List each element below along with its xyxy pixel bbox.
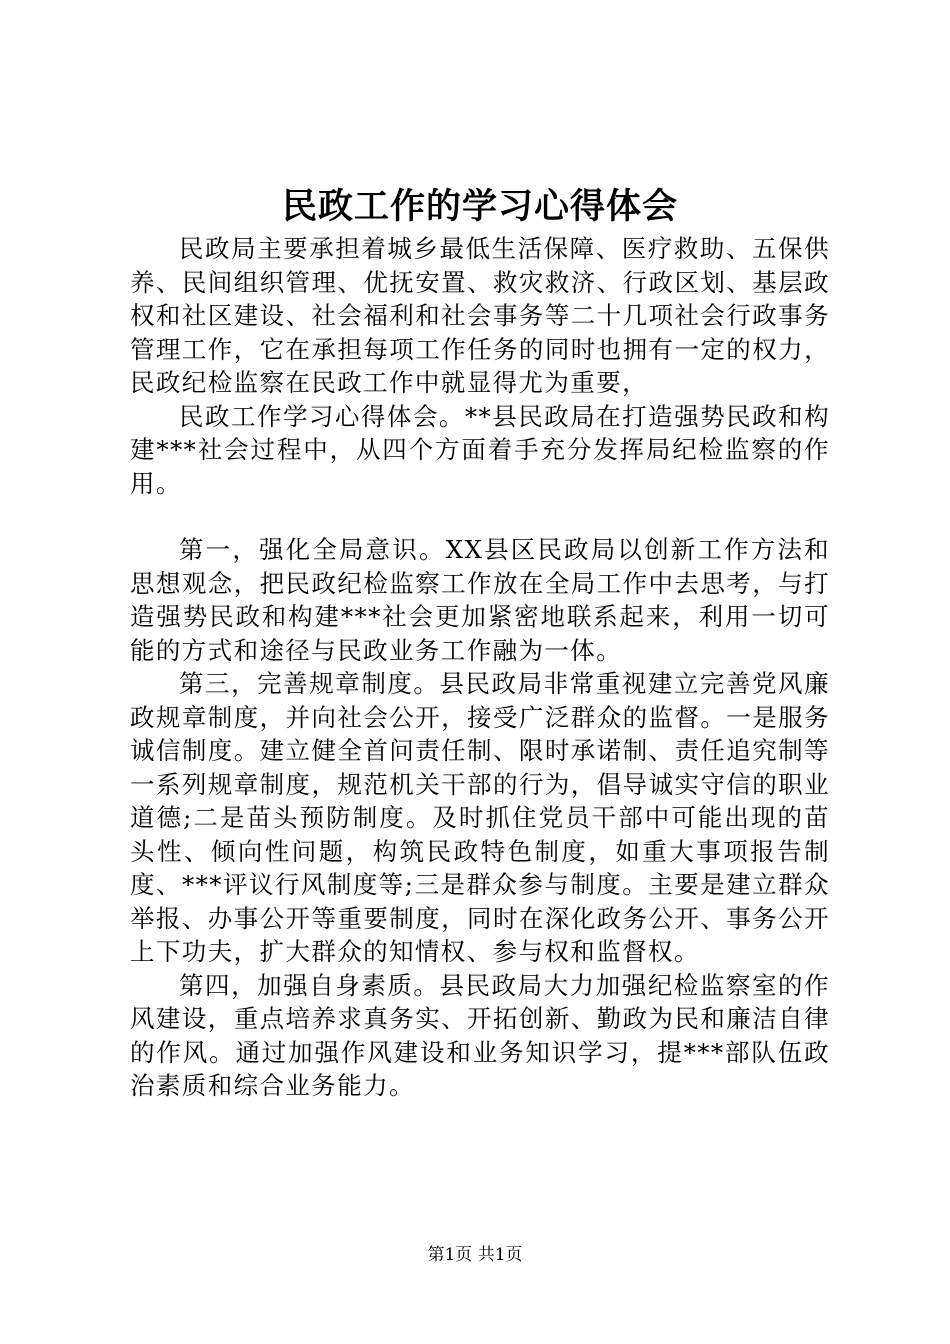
paragraph-third: 第三，完善规章制度。县民政局非常重视建立完善党风廉政规章制度，并向社会公开，接受广泛群众的监督。一是服务诚信制度。建立健全首问责任制、限时承诺制、责任追究制等一系列规章制度，规范机关干部的行为，倡导诚实守信的职业道德;二是苗头预防制度。及时抓住党员干部中可能出现的苗头性、倾向性问题，构筑民政特色制度，如重大事项报告制度、***评议行风制度等;三是群众参与制度。主要是建立群众举报、办事公开等重要制度，同时在深化政务公开、事务公开上下功夫，扩大群众的知情权、参与权和监督权。 [130,669,830,966]
paragraph-intro: 民政局主要承担着城乡最低生活保障、医疗救助、五保供养、民间组织管理、优抚安置、救灾救济、行政区划、基层政权和社区建设、社会福利和社会事务等二十几项社会行政事务管理工作，它在承担每项工作任务的同时也拥有一定的权力，民政纪检监察在民政工作中就显得尤为重要， [130,234,830,397]
document-title: 民政工作的学习心得体会 [281,186,678,227]
page-footer: 第1页 共1页 [427,1245,523,1265]
paragraph-fourth: 第四，加强自身素质。县民政局大力加强纪检监察室的作风建设，重点培养求真务实、开拓创新、勤政为民和廉洁自律的作风。通过加强作风建设和业务知识学习，提***部队伍政治素质和综合业务能力。 [130,970,830,1100]
paragraph-first: 第一，强化全局意识。XX县区民政局以创新工作方法和思想观念，把民政纪检监察工作放在全局工作中去思考，与打造强势民政和构建***社会更加紧密地联系起来，利用一切可能的方式和途径与民政业务工作融为一体。 [130,535,830,665]
document-body [130,232,830,1103]
paragraph-overview: 民政工作学习心得体会。**县民政局在打造强势民政和构建***社会过程中，从四个方面着手充分发挥局纪检监察的作用。 [130,401,830,498]
